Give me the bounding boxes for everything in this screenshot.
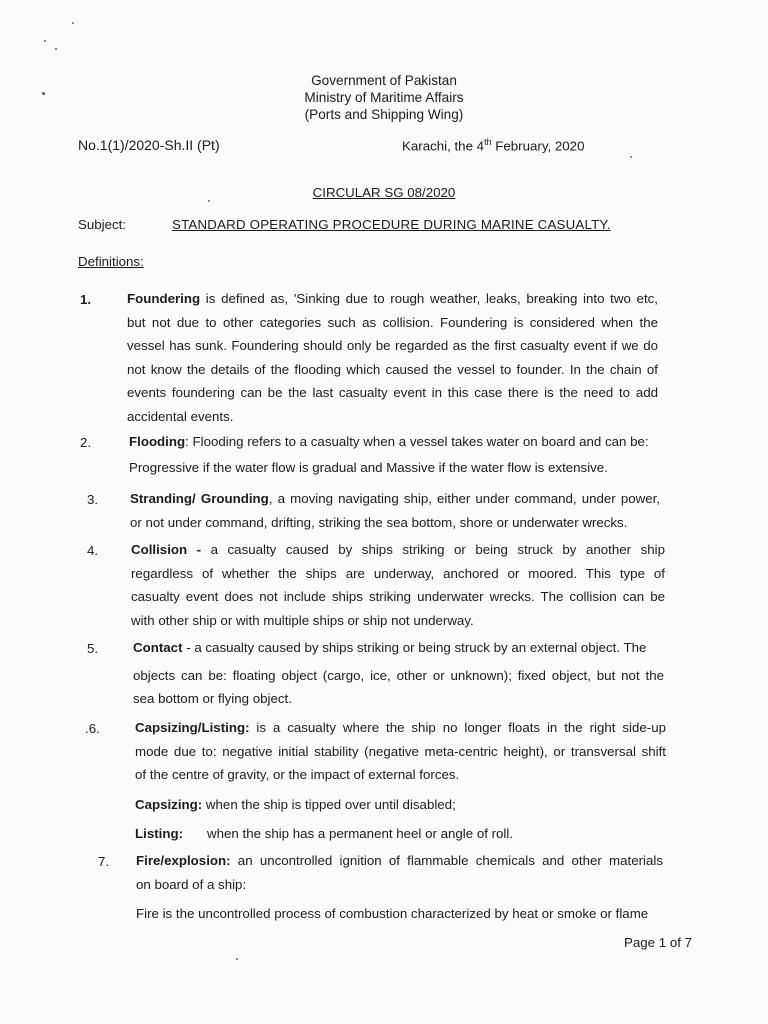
circular-number: CIRCULAR SG 08/2020	[312, 185, 456, 200]
definition-fire-explosion: Fire/explosion: an uncontrolled ignition of flammable chemicals and other materials on board of a ship:	[136, 853, 663, 892]
header-wing: (Ports and Shipping Wing)	[304, 107, 464, 122]
scan-speck	[42, 92, 45, 95]
item-number: 4.	[87, 543, 99, 558]
definition-collision: Collision - a casualty caused by ships striking or being struck by another ship regardless of whether the ships are underway, anchored or moored. This type of casualty event does not include ships striking underwater wrecks. The collision can be with other ship or with multiple ships or ship not underway.	[131, 542, 665, 628]
item-number: 1.	[80, 292, 92, 307]
scan-speck	[55, 48, 57, 50]
definition-foundering: Foundering is defined as, 'Sinking due to rough weather, leaks, breaking into two etc, but not due to other categories such as collision. Foundering is considered when the vessel has sunk. Foundering should only be regarded as the first casualty event if we do not know the details of the flooding which caused the vessel to founder. In the chain of events foundering can be the last casualty event in this case there is the need to add accidental events.	[127, 291, 658, 424]
reference-number: No.1(1)/2020-Sh.II (Pt)	[78, 137, 220, 153]
definition-contact: Contact - a casualty caused by ships striking or being struck by an external object. The objects can be: floating object (cargo, ice, other or unknown); fixed object, but not the sea bottom or flying object.	[133, 640, 664, 706]
item-number: 5.	[87, 641, 99, 656]
item-number: 7.	[98, 854, 110, 869]
document-date: Karachi, the 4th February, 2020	[402, 137, 585, 154]
definition-stranding: Stranding/ Grounding, a moving navigating ship, either under command, under power, or not under command, drifting, striking the sea bottom, shore or underwater wrecks.	[130, 491, 660, 530]
scan-speck	[208, 200, 210, 202]
capsizing-subdefinition: Capsizing: when the ship is tipped over until disabled;	[135, 797, 456, 812]
definition-capsizing-listing: Capsizing/Listing: is a casualty where the ship no longer floats in the right side-up mode due to: negative initial stability (negative meta-centric height), or transversal shift of the centre of gravity, or the impact of external forces.	[135, 720, 666, 782]
fire-definition-line: Fire is the uncontrolled process of combustion characterized by heat or smoke or flame	[136, 906, 649, 921]
scan-speck	[72, 22, 74, 24]
definition-flooding: Flooding: Flooding refers to a casualty when a vessel takes water on board and can be: Progressive if the water flow is gradual and Massive if the water flow is extensive.	[129, 434, 649, 475]
listing-subdefinition: Listing: when the ship has a permanent heel or angle of roll.	[135, 826, 514, 841]
page-number: Page 1 of 7	[624, 935, 693, 950]
scan-speck	[236, 958, 238, 960]
item-number: 2.	[80, 435, 92, 450]
subject-label: Subject:	[78, 217, 127, 232]
header-ministry: Ministry of Maritime Affairs	[304, 90, 464, 105]
definitions-heading: Definitions:	[78, 254, 144, 269]
item-number: 3.	[87, 492, 99, 507]
scan-speck	[630, 156, 632, 158]
item-number: .6.	[85, 721, 100, 736]
scan-speck	[44, 40, 46, 42]
header-government: Government of Pakistan	[311, 73, 457, 88]
subject-text: STANDARD OPERATING PROCEDURE DURING MARINE CASUALTY.	[172, 217, 611, 232]
